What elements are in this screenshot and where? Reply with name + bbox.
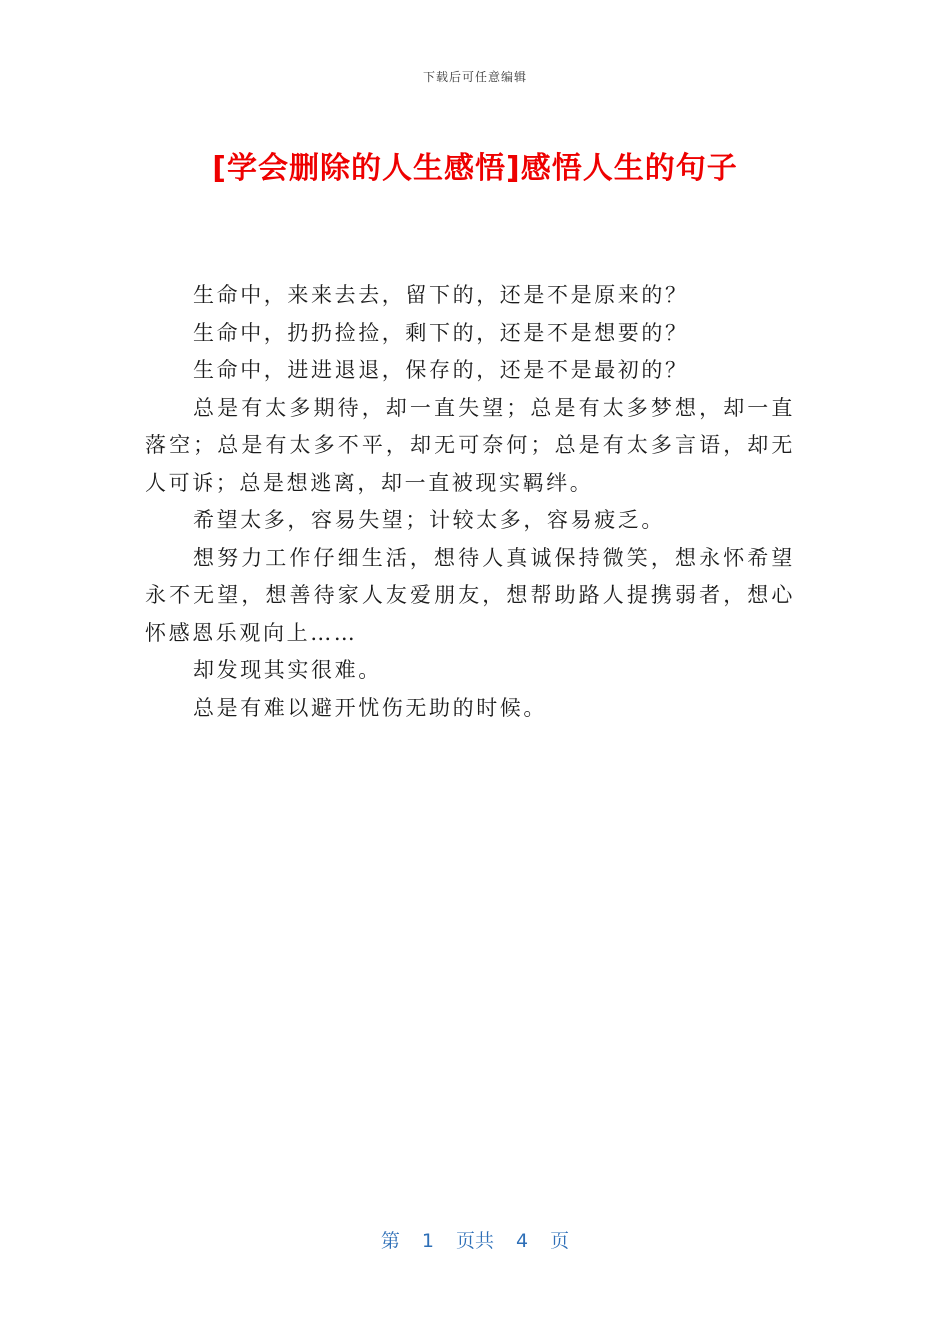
paragraph: 希望太多，容易失望；计较太多，容易疲乏。 bbox=[193, 508, 665, 532]
paragraph: 生命中，进进退退，保存的，还是不是最初的？ bbox=[193, 358, 689, 382]
paragraph: 想努力工作仔细生活，想待人真诚保持微笑，想永怀希望永不无望，想善待家人友爱朋友，想帮助路人提携弱者，想心怀感恩乐观向上…… bbox=[145, 545, 795, 645]
paragraph: 生命中，来来去去，留下的，还是不是原来的？ bbox=[193, 283, 689, 307]
page-total: 4 bbox=[516, 1230, 529, 1252]
page-prefix: 第 bbox=[380, 1230, 400, 1252]
paragraph: 总是有难以避开忧伤无助的时候。 bbox=[193, 695, 547, 720]
paragraph: 却发现其实很难。 bbox=[193, 658, 382, 682]
page-number: 1 bbox=[421, 1230, 434, 1252]
header-note: 下载后可任意编辑 bbox=[422, 70, 527, 84]
document-body bbox=[145, 277, 795, 727]
page-footer bbox=[0, 1226, 950, 1253]
paragraph: 总是有太多期待，却一直失望；总是有太多梦想，却一直落空；总是有太多不平，却无可奈何；总是有太多言语，却无人可诉；总是想逃离，却一直被现实羁绊。 bbox=[145, 395, 795, 495]
document-title: [学会删除的人生感悟]感悟人生的句子 bbox=[212, 151, 738, 186]
paragraph: 生命中，扔扔捡捡，剩下的，还是不是想要的？ bbox=[193, 320, 689, 345]
page-middle: 页共 bbox=[455, 1230, 494, 1252]
page-suffix: 页 bbox=[550, 1230, 570, 1252]
